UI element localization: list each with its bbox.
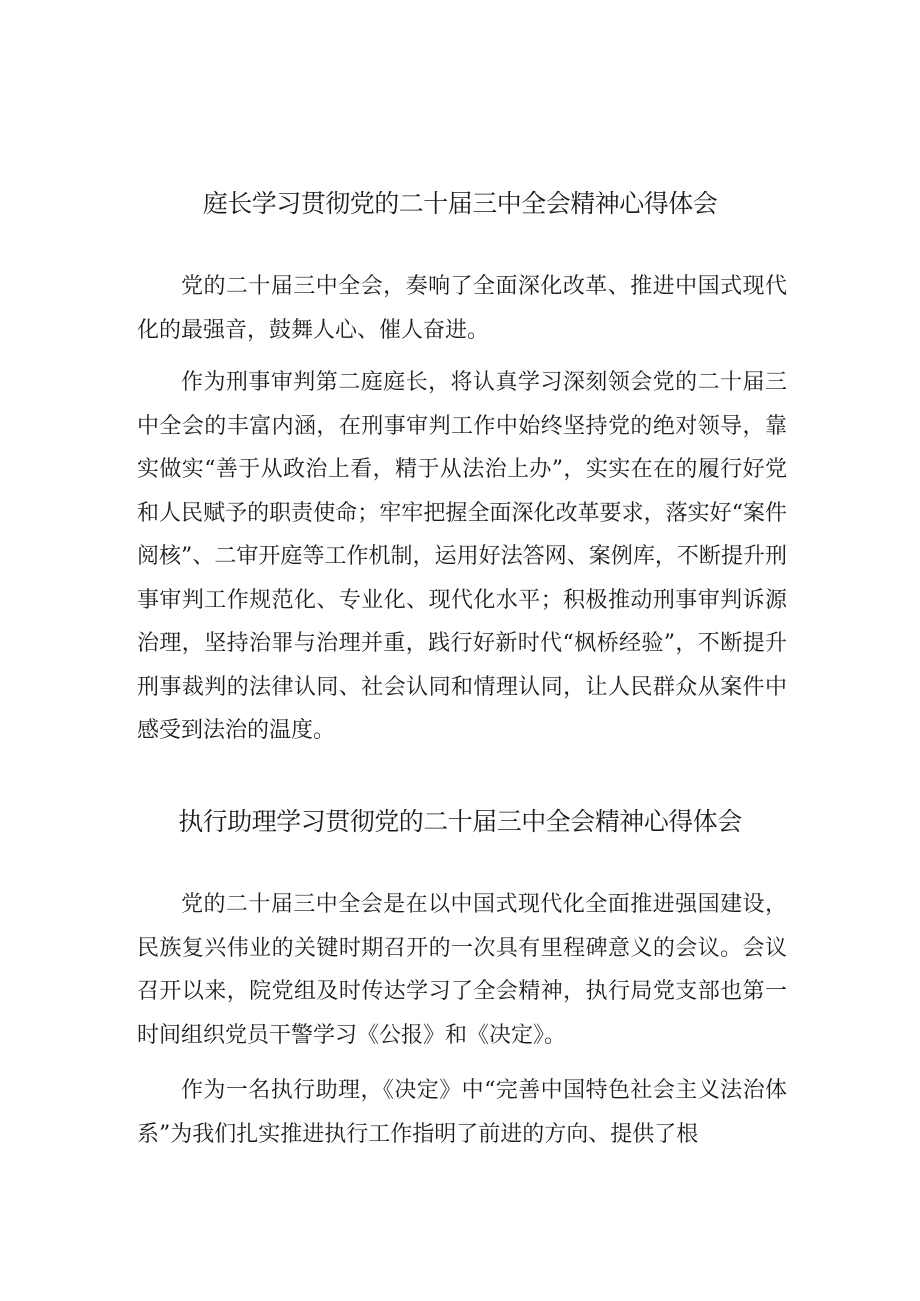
body-paragraph: 党的二十届三中全会，奏响了全面深化改革、推进中国式现代化的最强音，鼓舞人心、催人奋进。 bbox=[137, 274, 787, 343]
body-paragraph: 党的二十届三中全会是在以中国式现代化全面推进强国建设，民族复兴伟业的关键时期召开的一次具有里程碑意义的会议。会议召开以来，院党组及时传达学习了全会精神，执行局党支部也第一时间组织党员干警学习《公报》和《决定》。 bbox=[137, 892, 787, 1048]
body-paragraph: 作为刑事审判第二庭庭长，将认真学习深刻领会党的二十届三中全会的丰富内涵，在刑事审判工作中始终坚持党的绝对领导，靠实做实“善于从政治上看，精于从法治上办”，实实在在的履行好党和人民赋予的职责使命；牢牢把握全面深化改革要求，落实好“案件阅核”、二审开庭等工作机制，运用好法答网、案例库，不断提升刑事审判工作规范化、专业化、现代化水平；积极推动刑事审判诉源治理，坚持治罪与治理并重，践行好新时代“枫桥经验”，不断提升刑事裁判的法律认同、社会认同和情理认同，让人民群众从案件中感受到法治的温度。 bbox=[137, 370, 787, 743]
body-paragraph: 作为一名执行助理，《决定》中“完善中国特色社会主义法治体系”为我们扎实推进执行工作指明了前进的方向、提供了根 bbox=[137, 1078, 787, 1147]
section-title: 庭长学习贯彻党的二十届三中全会精神心得体会 bbox=[202, 189, 718, 218]
section-title: 执行助理学习贯彻党的二十届三中全会精神心得体会 bbox=[178, 807, 742, 836]
